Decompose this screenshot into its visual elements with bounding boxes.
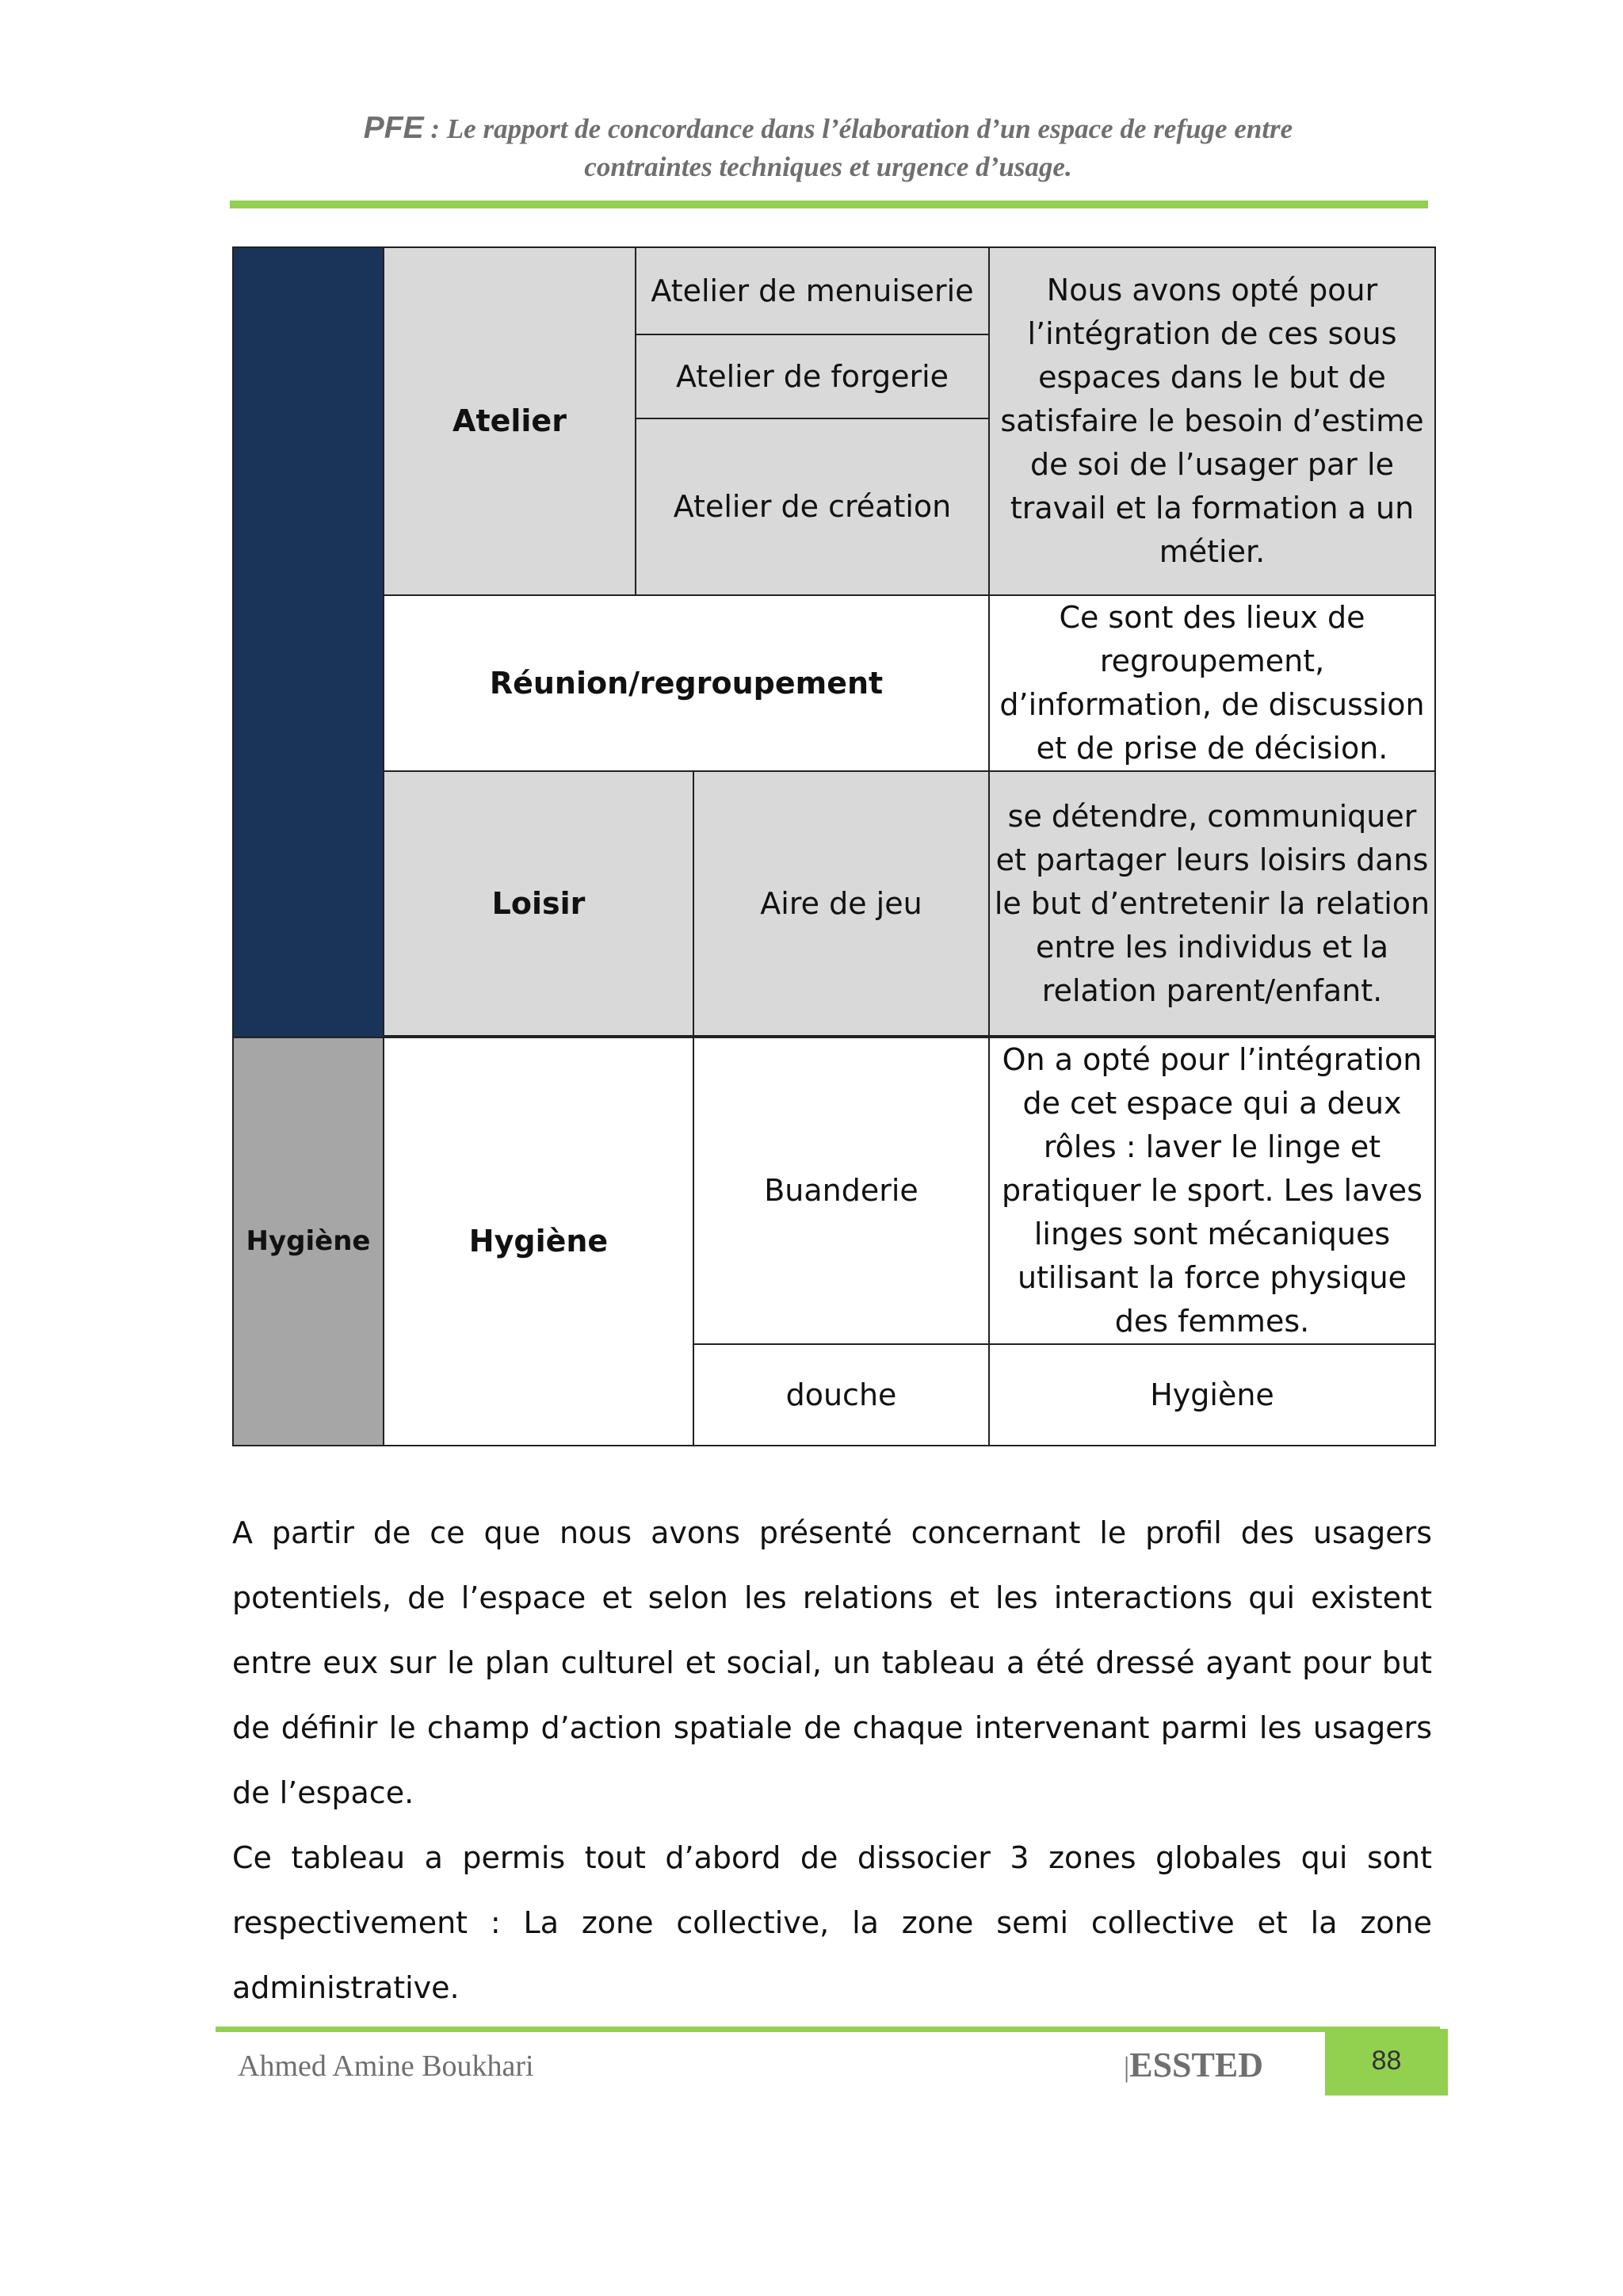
douche-description: Hygiène: [989, 1344, 1435, 1446]
loisir-aire-de-jeu: Aire de jeu: [693, 771, 989, 1036]
page-number: 88: [1325, 2029, 1448, 2095]
atelier-label: Atelier: [384, 247, 636, 595]
paragraph-1: A partir de ce que nous avons présenté concernant le profil des usagers potentiels, de l’espace et selon les relations et les interactions qui existent entre eux sur le plan culturel et social, un tableau a été dressé ayant pour but de définir le champ d’action spatiale de chaque intervenant parmi les usagers de l’espace.: [232, 1515, 1432, 1810]
table-row: [233, 771, 1435, 1036]
footer-org: [1124, 2045, 1263, 2085]
table-row: [233, 247, 1435, 334]
header-line-1: [230, 109, 1426, 148]
header-divider: [230, 201, 1428, 208]
zone-cell-navy: [233, 247, 384, 1037]
paragraph-2: Ce tableau a permis tout d’abord de dissocier 3 zones globales qui sont respectivement : La zone collective, la zone semi collective et la zone administrative.: [232, 1840, 1432, 2005]
atelier-menuiserie: Atelier de menuiserie: [636, 247, 989, 334]
buanderie-description: On a opté pour l’intégration de cet espace qui a deux rôles : laver le linge et pratiquer le sport. Les laves linges sont mécaniques utilisant la force physique des femmes.: [989, 1037, 1435, 1344]
loisir-description: se détendre, communiquer et partager leurs loisirs dans le but d’entretenir la relation entre les individus et la relation parent/enfant.: [989, 771, 1435, 1036]
atelier-description: Nous avons opté pour l’intégration de ces sous espaces dans le but de satisfaire le besoin d’estime de soi de l’usager par le travail et la formation a un métier.: [989, 247, 1435, 595]
hygiene-douche: douche: [693, 1344, 989, 1446]
atelier-forgerie: Atelier de forgerie: [636, 334, 989, 418]
zone-hygiene-label: Hygiène: [233, 1037, 384, 1446]
header-title-part1: : Le rapport de concordance dans l’élaboration d’un espace de refuge entre: [423, 113, 1293, 144]
reunion-label: Réunion/regroupement: [384, 595, 989, 771]
page-header: [230, 109, 1426, 186]
atelier-creation: Atelier de création: [636, 418, 989, 595]
body-text: [232, 1500, 1432, 2020]
loisir-label: Loisir: [384, 771, 693, 1036]
footer-author: Ahmed Amine Boukhari: [238, 2050, 534, 2083]
hygiene-buanderie: Buanderie: [693, 1037, 989, 1344]
table-row: [233, 1037, 1435, 1344]
reunion-description: Ce sont des lieux de regroupement, d’information, de discussion et de prise de décision.: [989, 595, 1435, 771]
table-row: [233, 595, 1435, 771]
hygiene-label: Hygiène: [384, 1037, 693, 1446]
header-pfe: PFE: [363, 111, 424, 145]
footer-divider: [216, 2027, 1440, 2032]
header-line-2: contraintes techniques et urgence d’usage.: [584, 151, 1072, 182]
footer-org-name: ESSTED: [1129, 2046, 1263, 2084]
footer-separator: |: [1124, 2051, 1130, 2083]
spaces-table: [232, 246, 1436, 1446]
